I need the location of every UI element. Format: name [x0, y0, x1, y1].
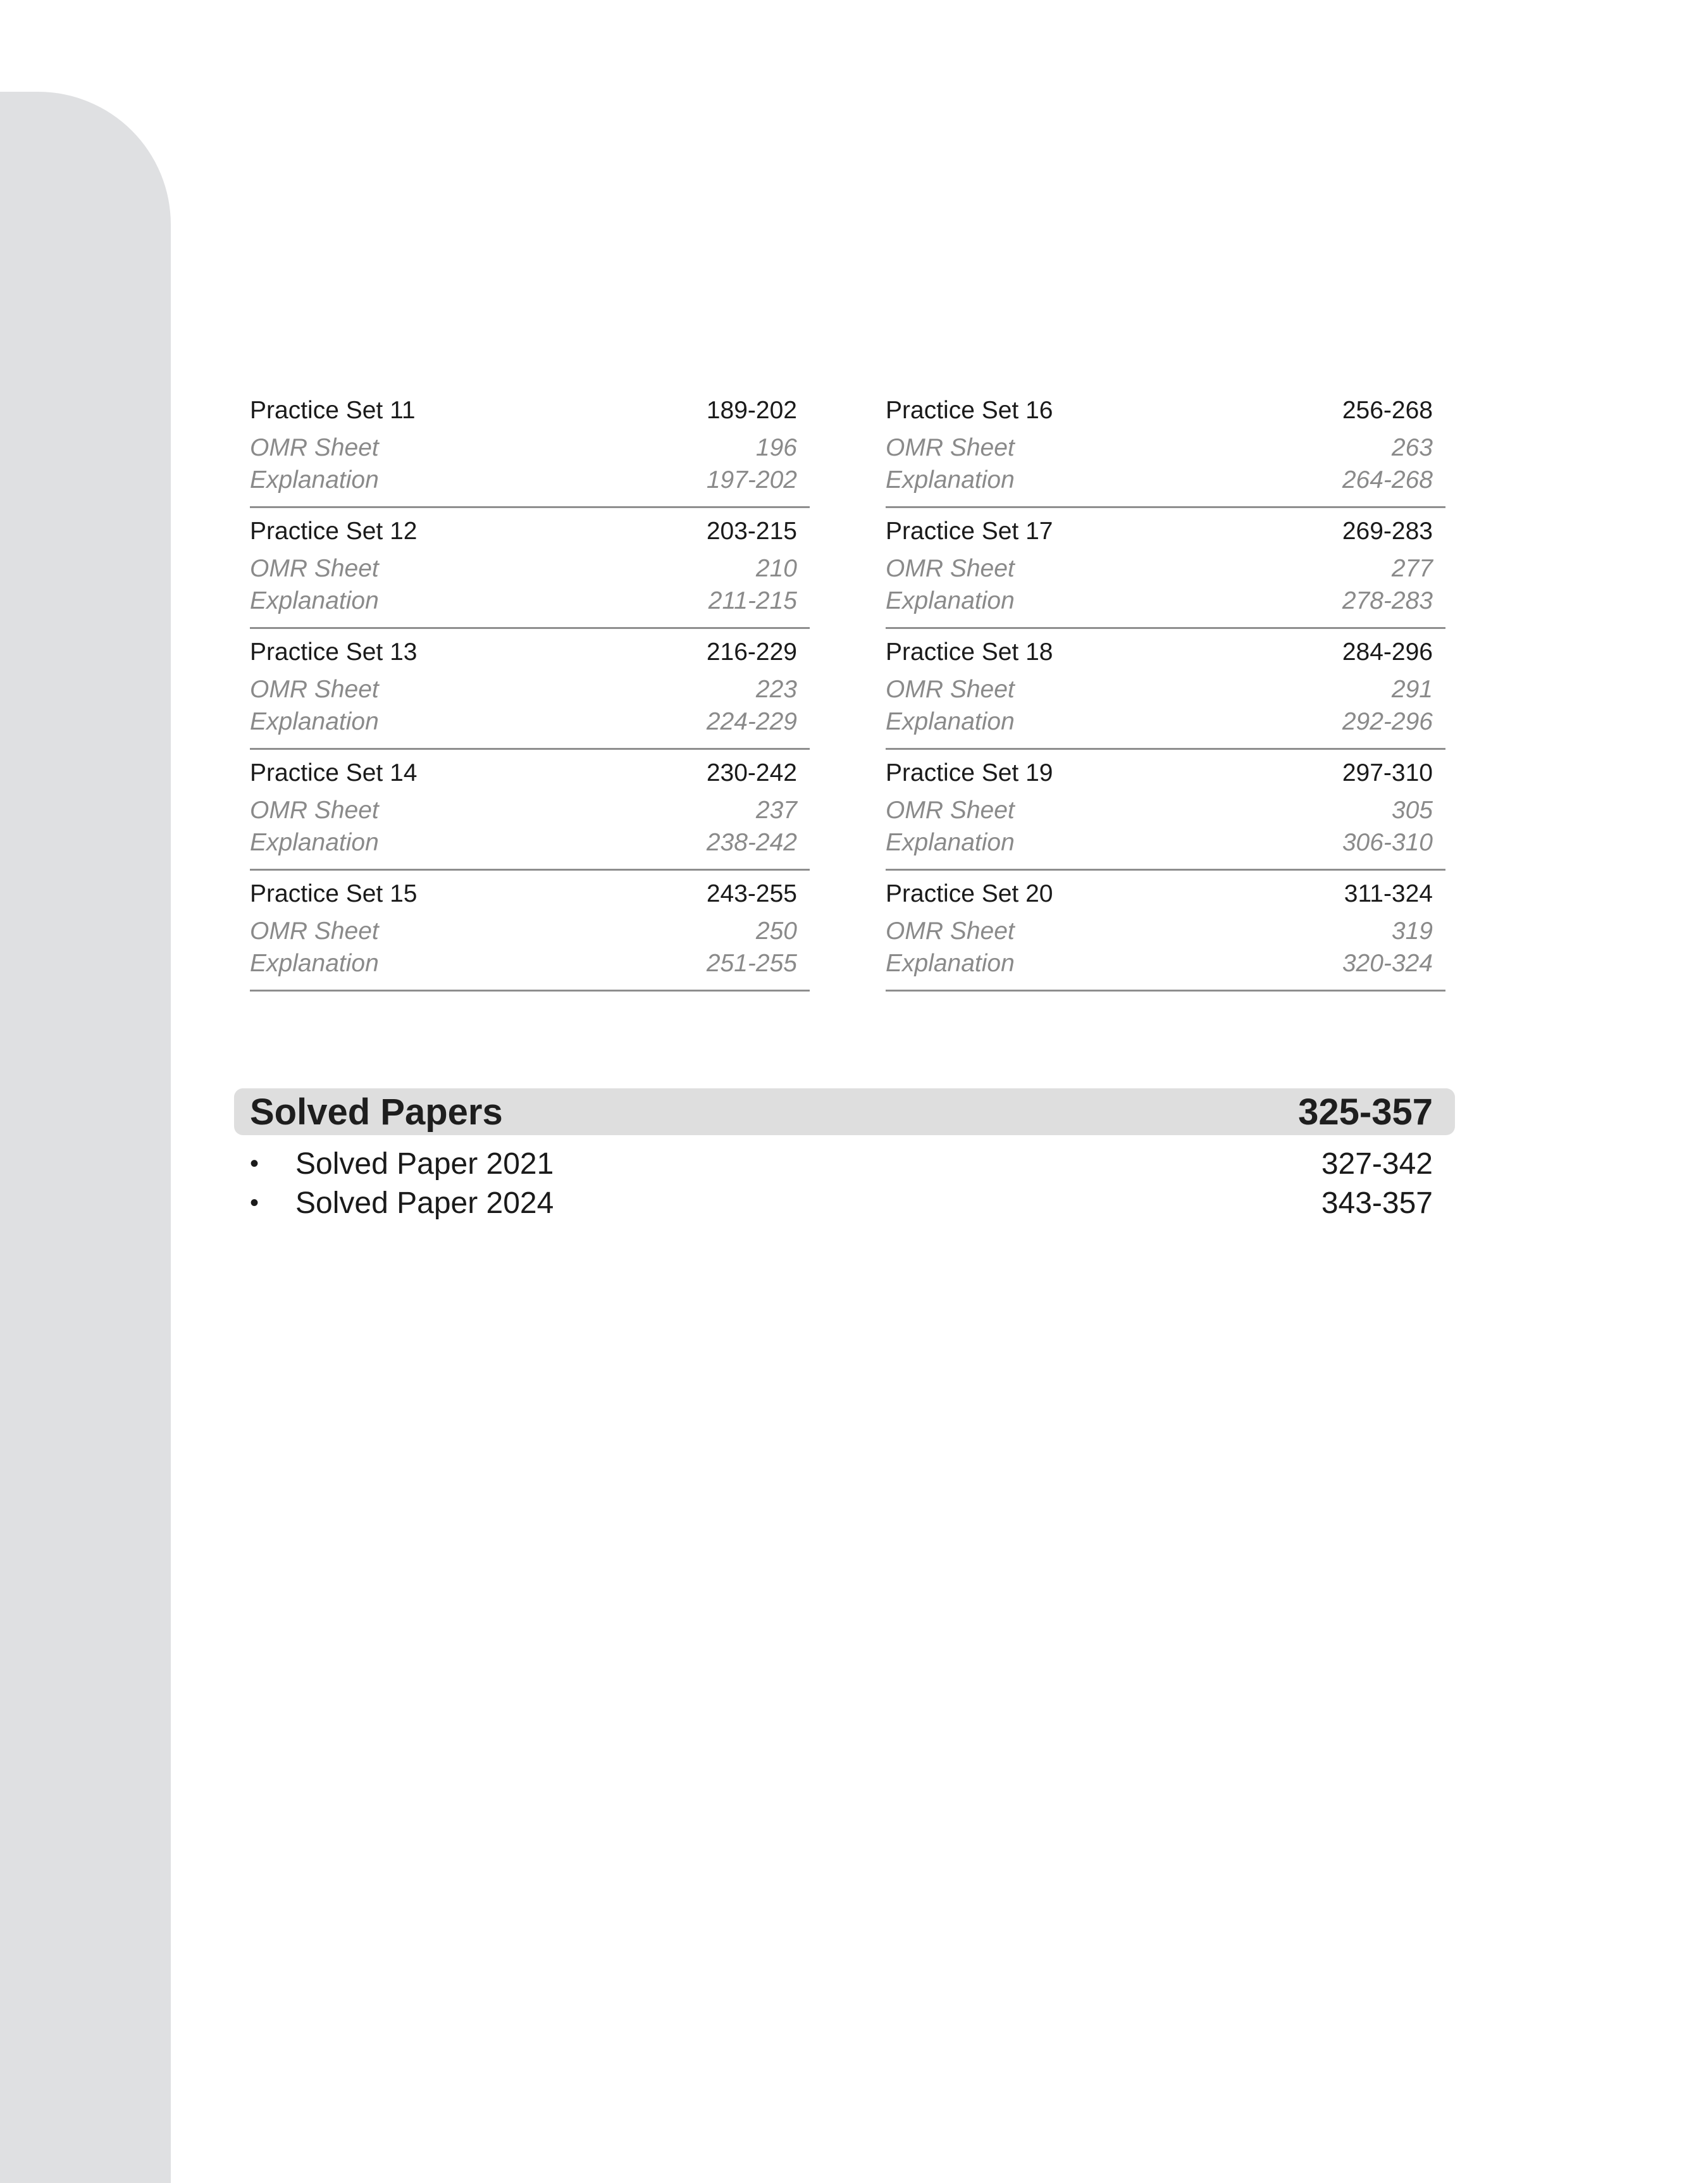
toc-explanation-row[interactable]	[250, 585, 810, 618]
toc-entry	[886, 387, 1445, 508]
toc-omr-row[interactable]	[886, 553, 1445, 585]
omr-page: 319	[1391, 917, 1433, 945]
toc-column-left	[250, 387, 810, 992]
explanation-label: Explanation	[886, 950, 1015, 977]
explanation-pages: 292-296	[1342, 708, 1433, 735]
omr-label: OMR Sheet	[250, 917, 379, 945]
toc-entry-pages: 203-215	[706, 518, 797, 545]
explanation-label: Explanation	[250, 829, 379, 856]
list-item-label: Solved Paper 2024	[295, 1186, 554, 1220]
toc-entry-title: Practice Set 11	[250, 397, 416, 424]
omr-label: OMR Sheet	[886, 434, 1015, 461]
toc-entry	[886, 508, 1445, 629]
toc-entry-pages: 216-229	[706, 638, 797, 666]
toc-entry-title: Practice Set 17	[886, 518, 1053, 545]
toc-explanation-row[interactable]	[250, 827, 810, 859]
side-tab-decoration	[0, 92, 171, 2183]
toc-omr-row[interactable]	[886, 432, 1445, 464]
toc-omr-row[interactable]	[250, 553, 810, 585]
omr-page: 250	[755, 917, 797, 945]
toc-entry-heading[interactable]	[886, 758, 1445, 795]
explanation-label: Explanation	[250, 950, 379, 977]
toc-entry-title: Practice Set 20	[886, 880, 1053, 907]
explanation-label: Explanation	[250, 708, 379, 735]
toc-entry-heading[interactable]	[886, 395, 1445, 432]
explanation-pages: 197-202	[706, 466, 797, 494]
omr-page: 210	[755, 555, 797, 582]
omr-label: OMR Sheet	[886, 917, 1015, 945]
toc-entry	[250, 387, 810, 508]
toc-entry-pages: 284-296	[1342, 638, 1433, 666]
solved-papers-pages: 325-357	[1298, 1091, 1433, 1133]
explanation-label: Explanation	[250, 587, 379, 614]
omr-label: OMR Sheet	[886, 797, 1015, 824]
explanation-pages: 251-255	[706, 950, 797, 977]
toc-entry-title: Practice Set 15	[250, 880, 418, 907]
omr-page: 277	[1391, 555, 1433, 582]
omr-label: OMR Sheet	[250, 555, 379, 582]
toc-entry-pages: 297-310	[1342, 759, 1433, 787]
toc-explanation-row[interactable]	[250, 706, 810, 738]
omr-page: 305	[1391, 797, 1433, 824]
explanation-label: Explanation	[886, 829, 1015, 856]
toc-entry-heading[interactable]	[250, 758, 810, 795]
omr-page: 237	[755, 797, 797, 824]
toc-entry-heading[interactable]	[250, 395, 810, 432]
list-item-left	[250, 1186, 554, 1221]
solved-papers-header[interactable]	[234, 1088, 1455, 1135]
explanation-pages: 264-268	[1342, 466, 1433, 494]
toc-entry	[886, 871, 1445, 992]
toc-explanation-row[interactable]	[886, 948, 1445, 980]
solved-papers-title: Solved Papers	[250, 1091, 503, 1133]
toc-entry-title: Practice Set 19	[886, 759, 1053, 787]
toc-entry-pages: 189-202	[706, 397, 797, 424]
explanation-pages: 224-229	[706, 708, 797, 735]
omr-page: 223	[755, 676, 797, 703]
omr-label: OMR Sheet	[250, 434, 379, 461]
omr-label: OMR Sheet	[886, 676, 1015, 703]
toc-explanation-row[interactable]	[250, 464, 810, 497]
list-item[interactable]	[250, 1144, 1433, 1183]
omr-label: OMR Sheet	[250, 676, 379, 703]
toc-entry	[250, 750, 810, 871]
toc-entry	[886, 629, 1445, 750]
explanation-pages: 320-324	[1342, 950, 1433, 977]
toc-entry-heading[interactable]	[250, 637, 810, 674]
toc-entry-pages: 243-255	[706, 880, 797, 907]
toc-explanation-row[interactable]	[886, 827, 1445, 859]
toc-entry-pages: 269-283	[1342, 518, 1433, 545]
bullet-icon: •	[250, 1149, 259, 1178]
omr-page: 291	[1391, 676, 1433, 703]
explanation-label: Explanation	[886, 708, 1015, 735]
toc-entry-title: Practice Set 16	[886, 397, 1053, 424]
toc-explanation-row[interactable]	[886, 585, 1445, 618]
toc-entry-title: Practice Set 13	[250, 638, 418, 666]
toc-omr-row[interactable]	[250, 795, 810, 827]
toc-entry	[250, 629, 810, 750]
list-item-pages: 343-357	[1321, 1186, 1433, 1220]
explanation-label: Explanation	[250, 466, 379, 494]
toc-omr-row[interactable]	[886, 674, 1445, 706]
omr-label: OMR Sheet	[886, 555, 1015, 582]
omr-page: 263	[1391, 434, 1433, 461]
explanation-pages: 278-283	[1342, 587, 1433, 614]
toc-entry-heading[interactable]	[886, 516, 1445, 553]
toc-entry-pages: 256-268	[1342, 397, 1433, 424]
toc-omr-row[interactable]	[250, 432, 810, 464]
bullet-icon: •	[250, 1188, 259, 1217]
toc-entry-title: Practice Set 12	[250, 518, 418, 545]
toc-omr-row[interactable]	[886, 795, 1445, 827]
toc-omr-row[interactable]	[250, 916, 810, 948]
toc-explanation-row[interactable]	[250, 948, 810, 980]
list-item[interactable]	[250, 1183, 1433, 1222]
omr-page: 196	[755, 434, 797, 461]
toc-entry-pages: 230-242	[706, 759, 797, 787]
toc-entry	[250, 508, 810, 629]
toc-explanation-row[interactable]	[886, 706, 1445, 738]
toc-entry-heading[interactable]	[886, 637, 1445, 674]
list-item-pages: 327-342	[1321, 1147, 1433, 1181]
omr-label: OMR Sheet	[250, 797, 379, 824]
explanation-pages: 306-310	[1342, 829, 1433, 856]
explanation-pages: 211-215	[708, 587, 797, 614]
toc-entry-heading[interactable]	[250, 879, 810, 916]
toc-entry-heading[interactable]	[250, 516, 810, 553]
toc-entry	[886, 750, 1445, 871]
toc-entry-title: Practice Set 14	[250, 759, 418, 787]
list-item-left	[250, 1147, 554, 1181]
toc-omr-row[interactable]	[250, 674, 810, 706]
toc-entry	[250, 871, 810, 992]
solved-papers-list	[250, 1144, 1433, 1222]
toc-explanation-row[interactable]	[886, 464, 1445, 497]
toc-entry-pages: 311-324	[1344, 880, 1433, 907]
toc-entry-heading[interactable]	[886, 879, 1445, 916]
list-item-label: Solved Paper 2021	[295, 1147, 554, 1181]
toc-column-right	[886, 387, 1445, 992]
explanation-pages: 238-242	[706, 829, 797, 856]
toc-omr-row[interactable]	[886, 916, 1445, 948]
explanation-label: Explanation	[886, 466, 1015, 494]
explanation-label: Explanation	[886, 587, 1015, 614]
toc-entry-title: Practice Set 18	[886, 638, 1053, 666]
